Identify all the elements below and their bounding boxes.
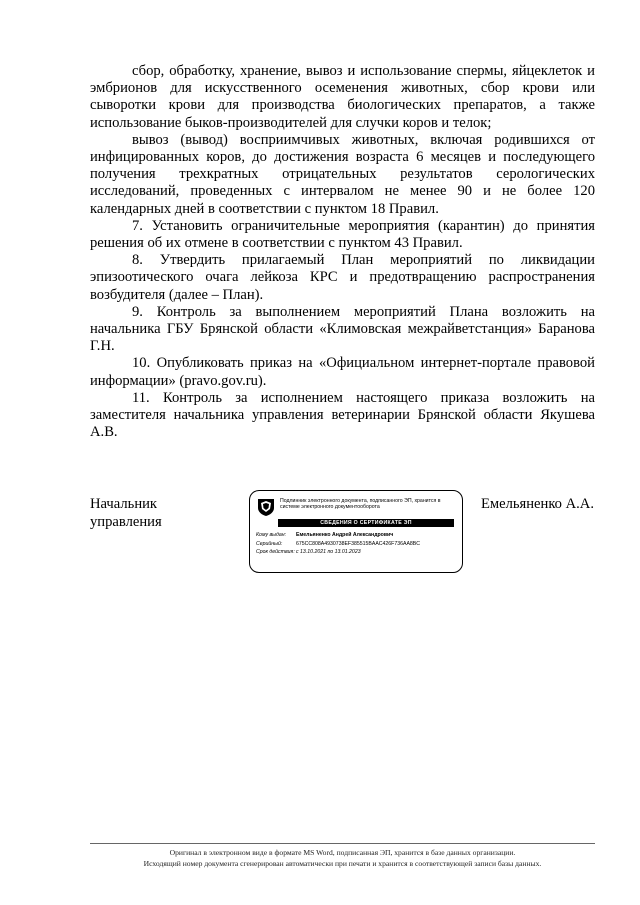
stamp-row-validity [256, 548, 461, 557]
stamp-serial-label: Серийный: [256, 540, 283, 547]
signatory-title: Начальник управления [90, 496, 162, 530]
document-body [90, 63, 595, 441]
stamp-details [256, 531, 461, 557]
stamp-validity-value: с 13.10.2021 по 13.01.2023 [296, 549, 361, 556]
electronic-signature-stamp [249, 490, 463, 573]
stamp-issued-to-label: Кому выдан: [256, 532, 287, 538]
paragraph-animal-removal: вывоз (вывод) восприимчивых животных, включая родившихся от инфицированных коров, до достижения возраста 6 месяцев и последующего получения трехкратных отрицательных результатов серологических исследований, проведенных с интервалом не менее 90 и не более 120 календарных дней в соответствии с пунктом 18 Правил. [90, 131, 595, 217]
coat-of-arms-icon [256, 497, 276, 517]
signature-block [0, 490, 640, 580]
footer-line-outgoing-number: Исходящий номер документа сгенерирован автоматически при печати и хранится в соответствующей записи базы данных. [143, 858, 542, 868]
stamp-issued-to-value: Емельяненко Андрей Александрович [296, 532, 394, 538]
footer-line-original: Оригинал в электронном виде в формате MS Word, подписанная ЭП, хранится в базе данных организации. [169, 848, 516, 857]
stamp-row-issued-to [256, 531, 461, 540]
footer-divider [90, 843, 595, 844]
paragraph-collection-restrictions: сбор, обработку, хранение, вывоз и использование спермы, яйцеклеток и эмбрионов для искусственного осеменения животных, сбор крови или сыворотки крови для производства биологических препаратов, а также использование быков-производителей для случки коров и телок; [90, 63, 595, 131]
stamp-validity-label: Срок действия: [256, 549, 295, 556]
paragraph-item-9: 9. Контроль за выполнением мероприятий Плана возложить на начальника ГБУ Брянской области «Климовская межрайветстанция» Баранова Г.Н. [90, 303, 595, 355]
signatory-name: Емельяненко А.А. [480, 496, 594, 512]
stamp-serial-value: 675CC808A4930738EF385515BAAC426F736AA8BC [296, 540, 421, 547]
paragraph-item-7: 7. Установить ограничительные мероприятия (карантин) до принятия решения об их отмене в соответствии с пунктом 43 Правил. [90, 217, 595, 252]
paragraph-item-8: 8. Утвердить прилагаемый План мероприятий по ликвидации эпизоотического очага лейкоза КРС и предотвращению распространения возбудителя (далее – План). [90, 252, 595, 303]
paragraph-item-10: 10. Опубликовать приказ на «Официальном интернет-портале правовой информации» (pravo.gov.ru). [90, 355, 595, 389]
document-footer [90, 848, 595, 869]
stamp-header: Подлинник электронного документа, подписанного ЭП, хранится в системе электронного документооборота [280, 498, 441, 511]
stamp-row-serial [256, 540, 461, 549]
paragraph-item-11: 11. Контроль за исполнением настоящего приказа возложить на заместителя начальника управления ветеринарии Брянской области Якушева А.В. [90, 389, 595, 441]
stamp-certificate-band: СВЕДЕНИЯ О СЕРТИФИКАТЕ ЭП [278, 519, 454, 527]
